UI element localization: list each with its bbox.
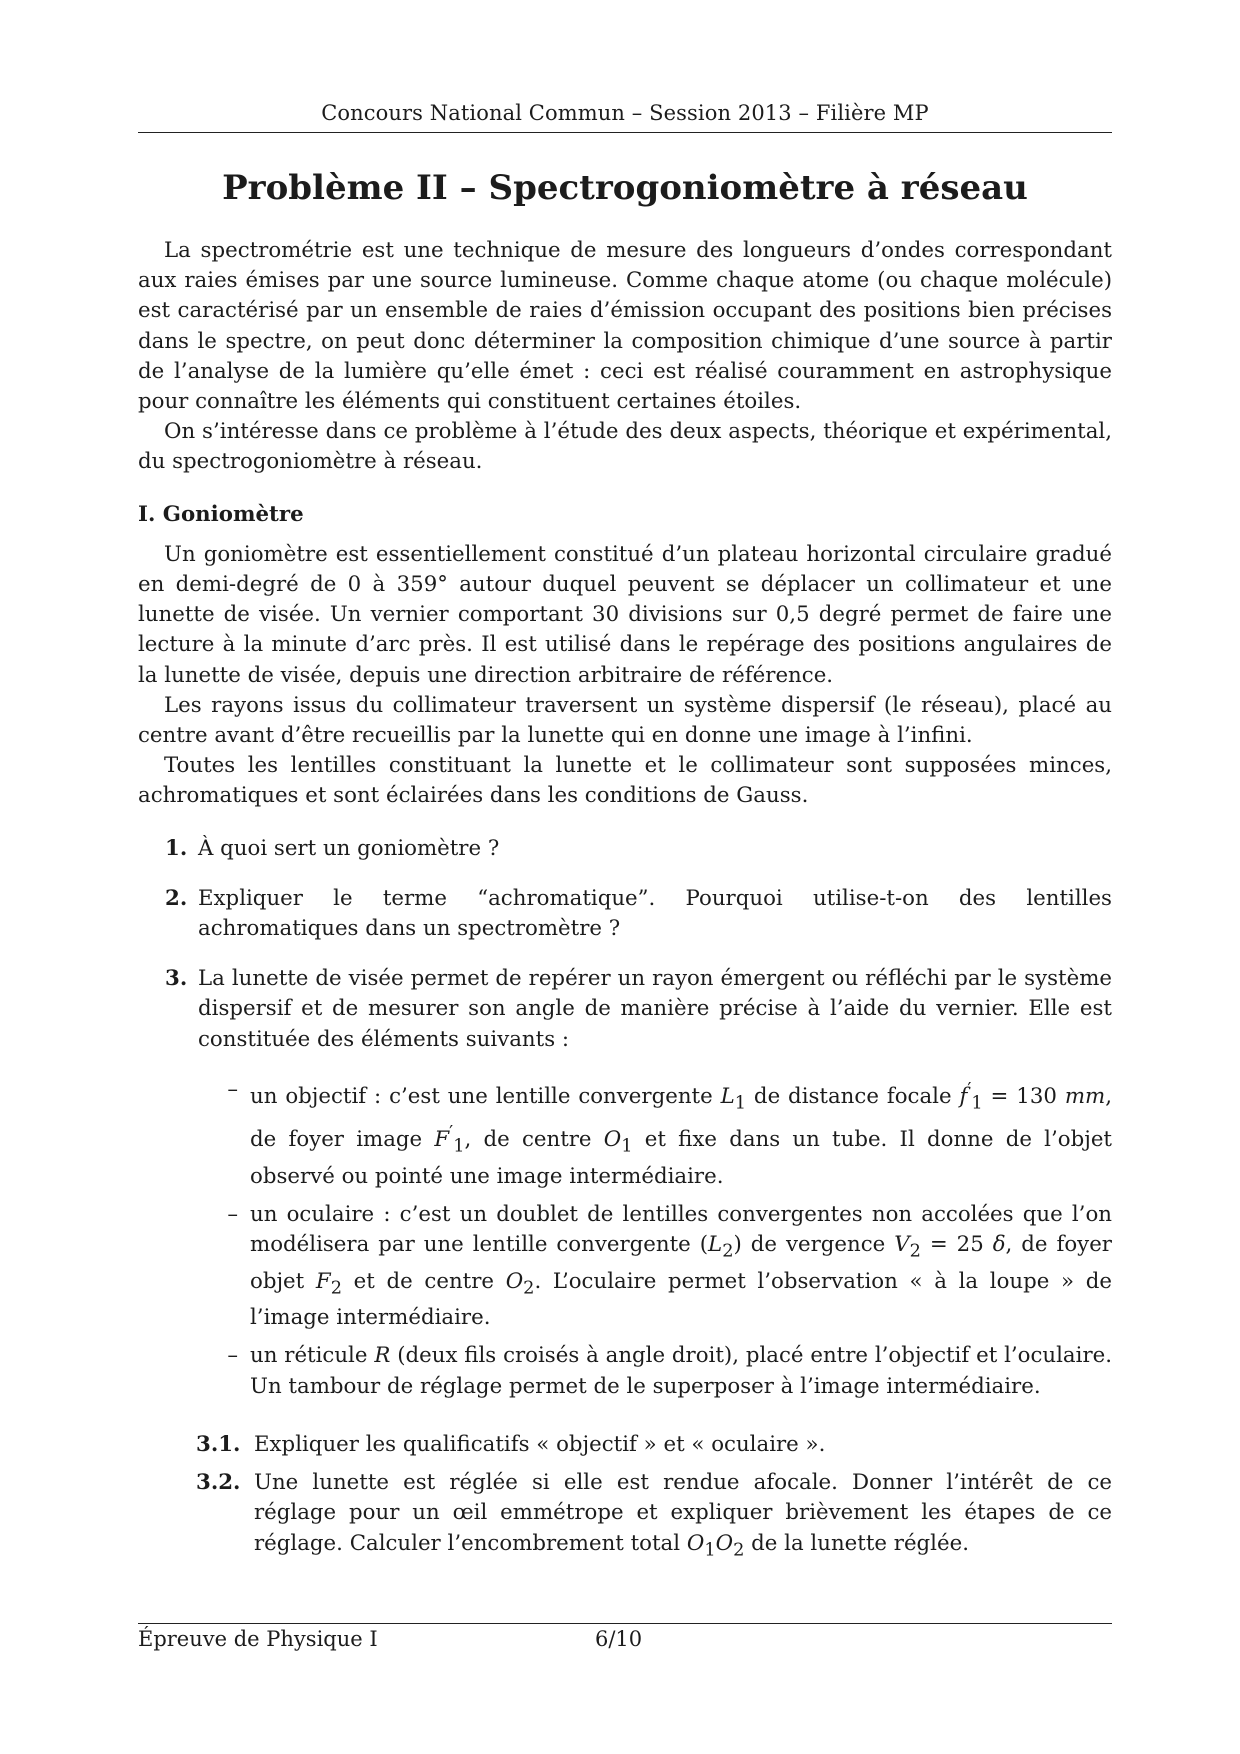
list-item-oculaire: [198, 1200, 1112, 1333]
question-2: [138, 884, 1112, 944]
section-paragraph-2: Les rayons issus du collimateur traversent un système dispersif (le réseau), placé au centre avant d’être recueillis par la lunette qui en donne une image à l’infini.: [138, 692, 1112, 749]
component-list: [198, 1075, 1112, 1402]
dash-marker: –: [227, 1076, 238, 1102]
sub-question-3-2: [138, 1468, 1112, 1565]
sub-question-number: 3.1.: [196, 1431, 241, 1457]
question-list: [138, 834, 1112, 1410]
sub-question-text: Expliquer les qualificatifs « objectif » et « oculaire ».: [254, 1431, 826, 1457]
dash-marker: –: [227, 1343, 238, 1369]
sub-question-number: 3.2.: [196, 1470, 241, 1496]
question-3: [138, 964, 1112, 1410]
list-item-text: un réticule R (deux fils croisés à angle droit), placé entre l’objectif et l’oculaire. Un tambour de réglage permet de le superposer à l’image intermédiaire.: [250, 1343, 1112, 1399]
dash-marker: –: [227, 1202, 238, 1228]
list-item-text: un oculaire : c’est un doublet de lentilles convergentes non accolées que l’on modélisera par une lentille convergente $(L_2)$ de vergence $V_2 = 25$ δ, de foyer objet $F_2$ et de centre $O_2$. L’oculaire permet l’observation « à la loupe » de l’image intermédiaire.: [250, 1202, 1112, 1331]
sub-question-text: Une lunette est réglée si elle est rendue afocale. Donner l’intérêt de ce réglage pour un œil emmétrope et expliquer brièvement les étapes de ce réglage. Calculer l’encombrement total $O_1O_2$ de la lunette réglée.: [254, 1470, 1112, 1560]
list-item-reticule: [198, 1341, 1112, 1401]
question-1: [138, 834, 1112, 864]
intro-paragraph-2: On s’intéresse dans ce problème à l’étude des deux aspects, théorique et expérimental, du spectrogoniomètre à réseau.: [138, 419, 1112, 475]
list-item-text: un objectif : c’est une lentille convergente $L_1$ de distance focale $f'_1 = 130$ mm, de foyer image $F'_1$, de centre $O_1$ et fixe dans un tube. Il donne de l’objet observé ou pointé une image intermédiaire.: [250, 1079, 1112, 1189]
footer-exam-name: Épreuve de Physique I: [138, 1627, 378, 1651]
header-divider: [138, 132, 1112, 133]
question-text: À quoi sert un goniomètre ?: [198, 835, 500, 861]
question-number: 1.: [165, 835, 188, 861]
page-number: 6/10: [595, 1627, 643, 1651]
question-text: La lunette de visée permet de repérer un rayon émergent ou réfléchi par le système dispersif et de mesurer son angle de manière précise à l’aide du vernier. Elle est constituée des éléments suivants :: [198, 966, 1112, 1052]
list-item-objectif: [198, 1075, 1112, 1192]
question-number: 3.: [165, 966, 188, 992]
section-heading: I. Goniomètre: [138, 501, 304, 527]
intro-paragraph-1: La spectrométrie est une technique de mesure des longueurs d’ondes correspondant aux raies émises par une source lumineuse. Comme chaque atome (ou chaque molécule) est caractérisé par un ensemble de raies d’émission occupant des positions bien précises dans le spectre, on peut donc déterminer la composition chimique d’une source à partir de l’analyse de la lumière qu’elle émet : ceci est réalisé couramment en astrophysique pour connaître les éléments qui constituent certaines étoiles.: [138, 238, 1112, 415]
question-body: [198, 964, 1112, 1410]
problem-title: Problème II – Spectrogoniomètre à réseau: [222, 168, 1028, 208]
section-paragraph-3: Toutes les lentilles constituant la lunette et le collimateur sont supposées minces, achromatiques et sont éclairées dans les conditions de Gauss.: [138, 753, 1112, 809]
question-text: Expliquer le terme “achromatique”. Pourquoi utilise-t-on des lentilles achromatiques dans un spectromètre ?: [198, 885, 1112, 942]
sub-question-3-1: [138, 1430, 1112, 1460]
section-paragraph-1: Un goniomètre est essentiellement constitué d’un plateau horizontal circulaire gradué en demi-degré de 0 à 359° autour duquel peuvent se déplacer un collimateur et une lunette de visée. Un vernier comportant 30 divisions sur 0,5 degré permet de faire une lecture à la minute d’arc près. Il est utilisé dans le repérage des positions angulaires de la lunette de visée, depuis une direction arbitraire de référence.: [138, 541, 1112, 688]
page-header: Concours National Commun – Session 2013 – Filière MP: [321, 101, 929, 125]
footer-divider: [138, 1623, 1112, 1624]
document-body: [138, 236, 1112, 1573]
question-number: 2.: [165, 885, 188, 911]
